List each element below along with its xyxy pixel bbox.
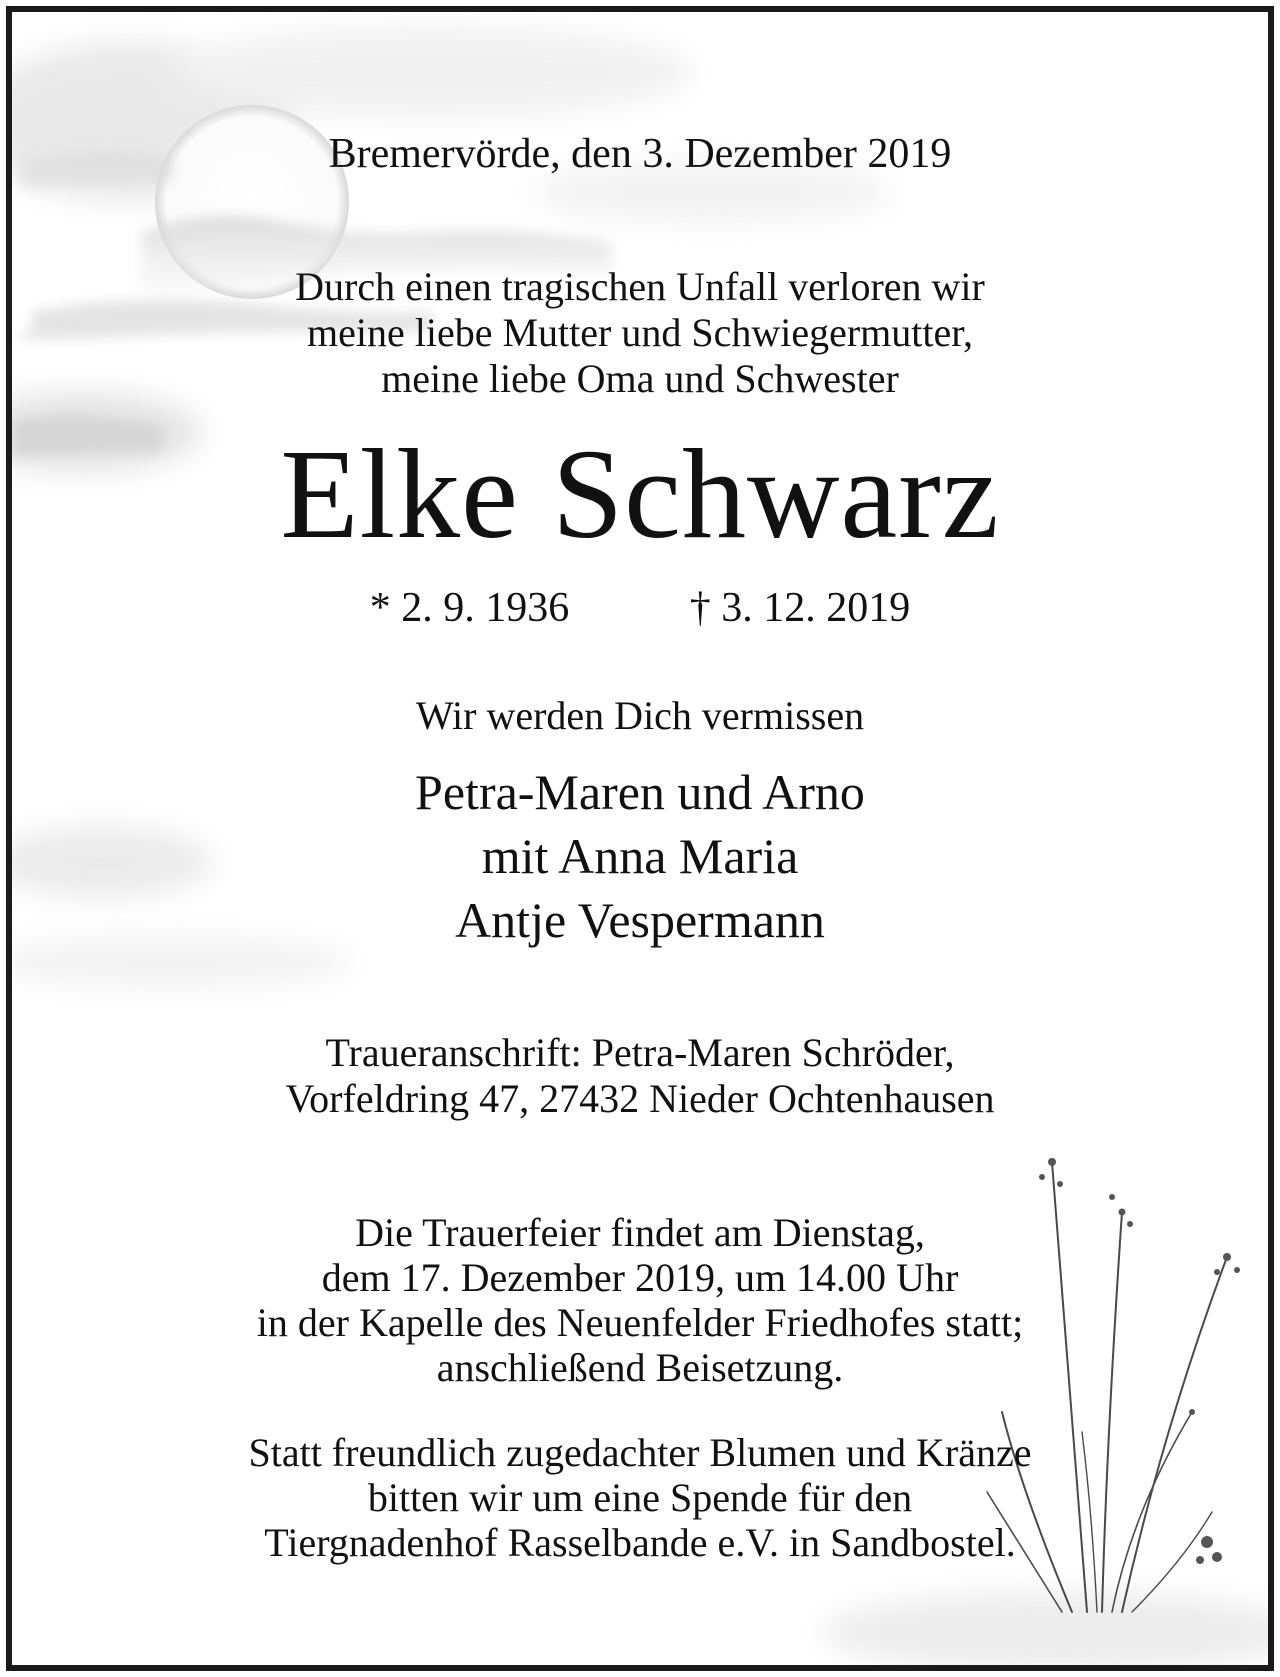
death-date: † 3. 12. 2019 <box>689 585 911 631</box>
family-line: mit Anna Maria <box>481 828 799 884</box>
family-names <box>12 760 1268 952</box>
birth-date: * 2. 9. 1936 <box>369 585 570 631</box>
place-date: Bremervörde, den 3. Dezember 2019 <box>328 131 952 177</box>
address-line: Traueranschrift: Petra-Maren Schröder, <box>325 1030 955 1075</box>
obituary-content <box>12 12 1268 1665</box>
intro-line: meine liebe Mutter und Schwiegermutter, <box>307 310 973 355</box>
intro-line: meine liebe Oma und Schwester <box>381 356 899 401</box>
service-line: dem 17. Dezember 2019, um 14.00 Uhr <box>321 1255 959 1300</box>
donation-line: Tiergnadenhof Rasselbande e.V. in Sandbostel. <box>264 1520 1016 1565</box>
deceased-name: Elke Schwarz <box>280 423 1000 565</box>
service-line: anschließend Beisetzung. <box>436 1345 844 1390</box>
service-line: Die Trauerfeier findet am Dienstag, <box>355 1210 925 1255</box>
mourning-address <box>12 1030 1268 1122</box>
donation-request <box>12 1430 1268 1565</box>
family-line: Petra-Maren und Arno <box>415 764 865 820</box>
intro-line: Durch einen tragischen Unfall verloren wir <box>295 264 985 309</box>
service-line: in der Kapelle des Neuenfelder Friedhofes statt; <box>256 1300 1024 1345</box>
intro-text <box>12 264 1268 402</box>
donation-line: Statt freundlich zugedachter Blumen und Kränze <box>248 1430 1032 1475</box>
obituary-frame <box>6 6 1274 1671</box>
family-line: Antje Vespermann <box>455 892 825 948</box>
life-dates <box>12 584 1268 632</box>
donation-line: bitten wir um eine Spende für den <box>367 1475 913 1520</box>
funeral-service <box>12 1210 1268 1390</box>
address-line: Vorfeldring 47, 27432 Nieder Ochtenhausen <box>285 1076 995 1121</box>
missing-line: Wir werden Dich vermissen <box>415 693 865 738</box>
